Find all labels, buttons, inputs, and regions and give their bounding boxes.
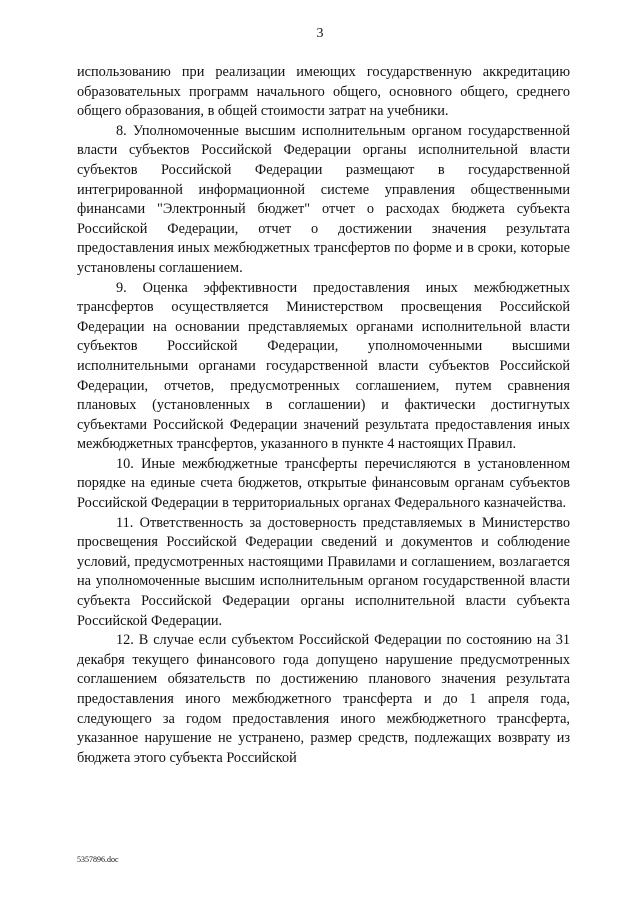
paragraph-item-9: 9. Оценка эффективности предоставления иных межбюджетных трансфертов осуществляется Министерством просвещения Российской Федерации на основании представляемых органами исполнительной власти субъектов Российской Федерации, уполномоченными высшими исполнительными органами государственной власти субъектов Российской Федерации, отчетов, предусмотренных соглашением, путем сравнения плановых (установленных в соглашении) и фактически достигнутых субъектами Российской Федерации значений результата предоставления иных межбюджетных трансфертов, указанного в пункте 4 настоящих Правил.: [77, 279, 570, 453]
paragraph-item-11: 11. Ответственность за достоверность представляемых в Министерство просвещения Российской Федерации сведений и документов и соблюдение условий, предусмотренных настоящими Правилами и соглашением, возлагается на уполномоченные высшим исполнительным органом государственной власти субъекта Российской Федерации органы исполнительной власти субъекта Российской Федерации.: [77, 514, 570, 629]
paragraph-continuation: использованию при реализации имеющих государственную аккредитацию образовательных программ начального общего, основного общего, среднего общего образования, в общей стоимости затрат на учебники.: [77, 64, 570, 120]
document-file-code: 5357896.doc: [77, 855, 119, 864]
paragraph-item-10: 10. Иные межбюджетные трансферты перечисляются в установленном порядке на единые счета бюджетов, открытые финансовым органам субъектов Российской Федерации в территориальных органах Федерального казначейства.: [77, 455, 570, 512]
page-number: 3: [316, 26, 324, 41]
document-body: [77, 63, 570, 768]
paragraph-item-12: 12. В случае если субъектом Российской Федерации по состоянию на 31 декабря текущего финансового года допущено нарушение предусмотренных соглашением обязательств по достижению планового значения результата предоставления иного межбюджетного трансферта и до 1 апреля года, следующего за годом предоставления иного межбюджетного трансферта, указанное нарушение не устранено, размер средств, подлежащих возврату из бюджета этого субъекта Российской: [77, 632, 570, 766]
paragraph-item-8: 8. Уполномоченные высшим исполнительным органом государственной власти субъектов Российской Федерации органы исполнительной власти субъектов Российской Федерации размещают в государственной интегрированной информационной системе управления общественными финансами "Электронный бюджет" отчет о расходах бюджета субъекта Российской Федерации, отчет о достижении значения результата предоставления иных межбюджетных трансфертов по форме и в сроки, которые установлены соглашением.: [77, 122, 570, 276]
